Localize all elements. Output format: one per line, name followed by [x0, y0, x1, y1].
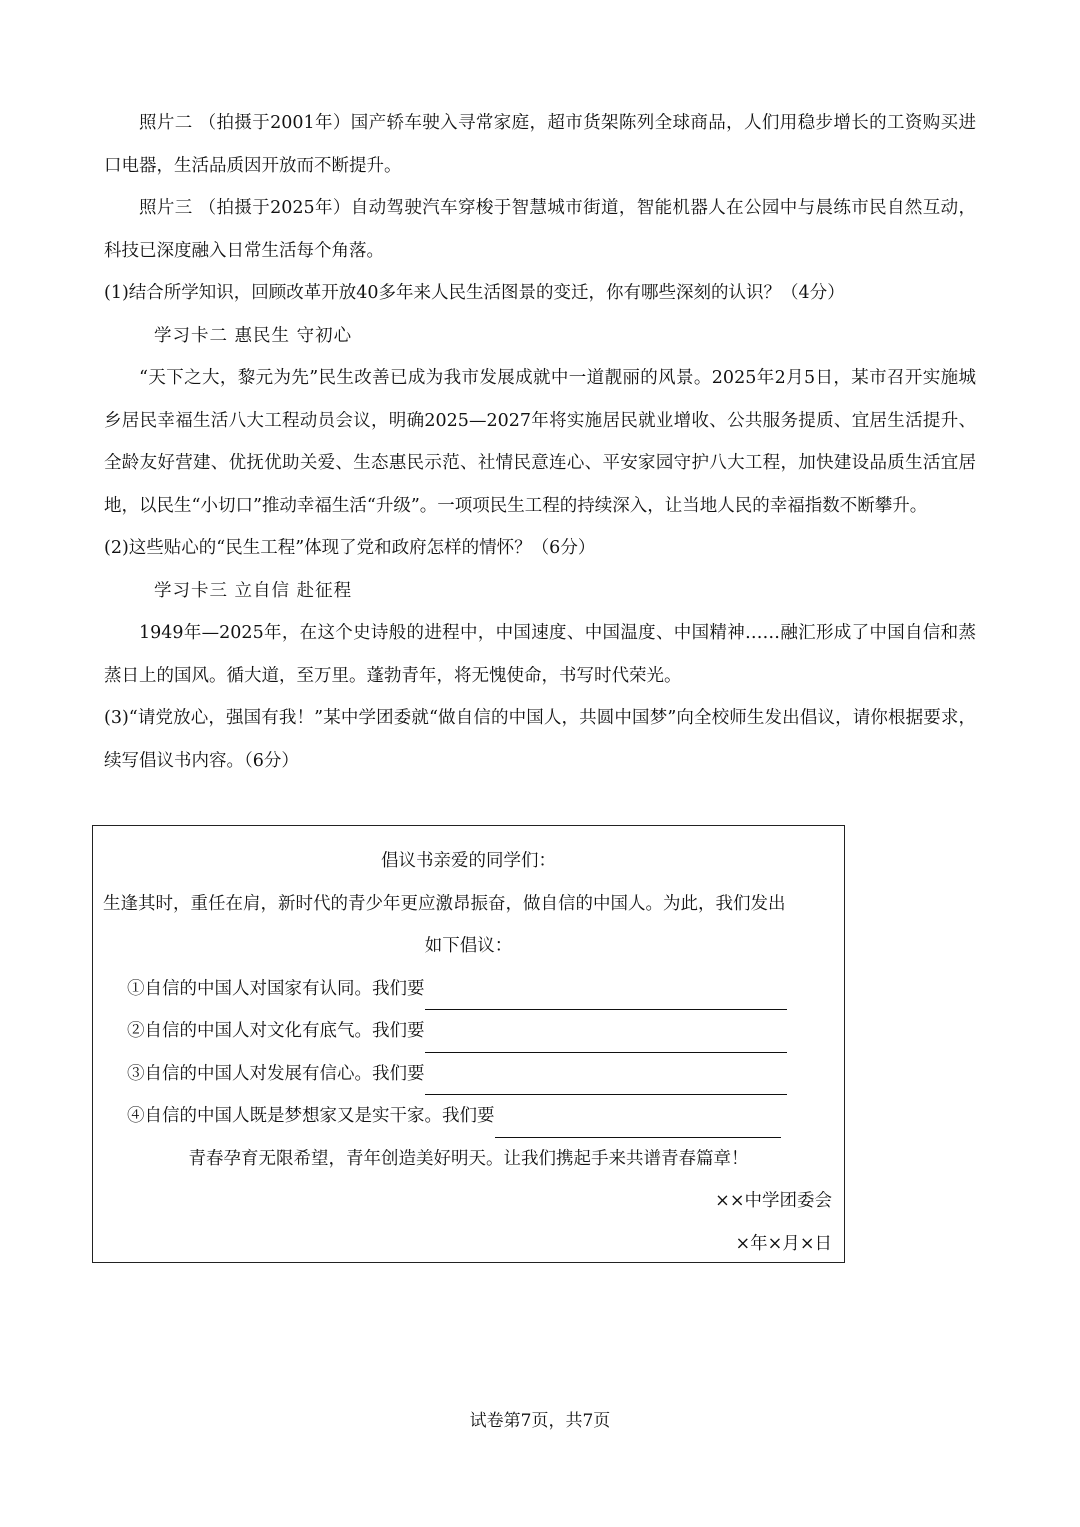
proposal-item-1: [103, 968, 834, 1011]
question-2: (2)这些贴心的“民生工程”体现了党和政府怎样的情怀？（6分）: [104, 538, 596, 558]
question-content: [104, 102, 976, 782]
proposal-closing: 青春孕育无限希望，青年创造美好明天。让我们携起手来共谱青春篇章！: [188, 1148, 749, 1169]
proposal-item-label: ②自信的中国人对文化有底气。我们要: [127, 1021, 425, 1041]
question-1: (1)结合所学知识，回顾改革开放40多年来人民生活图景的变迁，你有哪些深刻的认识？（4分）: [104, 283, 845, 303]
study-card-2-text: “天下之大，黎元为先”民生改善已成为我市发展成就中一道靓丽的风景。2025年2月5日，某市召开实施城乡居民幸福生活八大工程动员会议，明确2025—2027年将实施居民就业增收、公共服务提质、宜居生活提升、全龄友好营建、优抚优助关爱、生态惠民示范、社情民意连心、平安家园守护八大工程，加快建设品质生活宜居地，以民生“小切口”推动幸福生活“升级”。一项项民生工程的持续深入，让当地人民的幸福指数不断攀升。: [104, 368, 976, 516]
proposal-box: [92, 825, 845, 1263]
proposal-item-label: ③自信的中国人对发展有信心。我们要: [127, 1063, 425, 1084]
proposal-item-label: ④自信的中国人既是梦想家又是实干家。我们要: [127, 1106, 495, 1126]
proposal-signature: ××中学团委会: [715, 1191, 832, 1211]
question-3: (3)“请党放心，强国有我！”某中学团委就“做自信的中国人，共圆中国梦”向全校师生发出倡议，请你根据要求，续写倡议书内容。（6分）: [104, 708, 976, 771]
answer-blank-1[interactable]: [425, 983, 787, 1010]
proposal-intro-continued: 如下倡议：: [424, 936, 513, 956]
study-card-3-title: 学习卡三 立自信 赴征程: [154, 580, 353, 601]
page-footer: 试卷第7页，共7页: [469, 1411, 611, 1431]
photo-2-description: 照片二 （拍摄于2001年）国产轿车驶入寻常家庭，超市货架陈列全球商品，人们用稳步增长的工资购买进口电器，生活品质因开放而不断提升。: [104, 113, 976, 176]
study-card-2-title: 学习卡二 惠民生 守初心: [154, 325, 353, 346]
answer-blank-4[interactable]: [495, 1111, 781, 1138]
proposal-item-4: [103, 1095, 834, 1138]
photo-3-description: 照片三 （拍摄于2025年）自动驾驶汽车穿梭于智慧城市街道，智能机器人在公园中与晨练市民自然互动，科技已深度融入日常生活每个角落。: [104, 198, 976, 261]
proposal-intro: 生逢其时，重任在肩，新时代的青少年更应激昂振奋，做自信的中国人。为此，我们发出: [103, 893, 786, 914]
proposal-heading: 倡议书亲爱的同学们：: [381, 851, 556, 871]
study-card-3-text: 1949年—2025年，在这个史诗般的进程中，中国速度、中国温度、中国精神……融汇形成了中国自信和蒸蒸日上的国风。循大道，至万里。蓬勃青年，将无愧使命，书写时代荣光。: [104, 623, 976, 686]
answer-blank-3[interactable]: [425, 1068, 787, 1095]
answer-blank-2[interactable]: [425, 1026, 787, 1053]
proposal-item-2: [103, 1010, 834, 1053]
proposal-date: ×年×月×日: [735, 1233, 832, 1254]
proposal-item-3: [103, 1053, 834, 1096]
proposal-item-label: ①自信的中国人对国家有认同。我们要: [127, 978, 425, 999]
